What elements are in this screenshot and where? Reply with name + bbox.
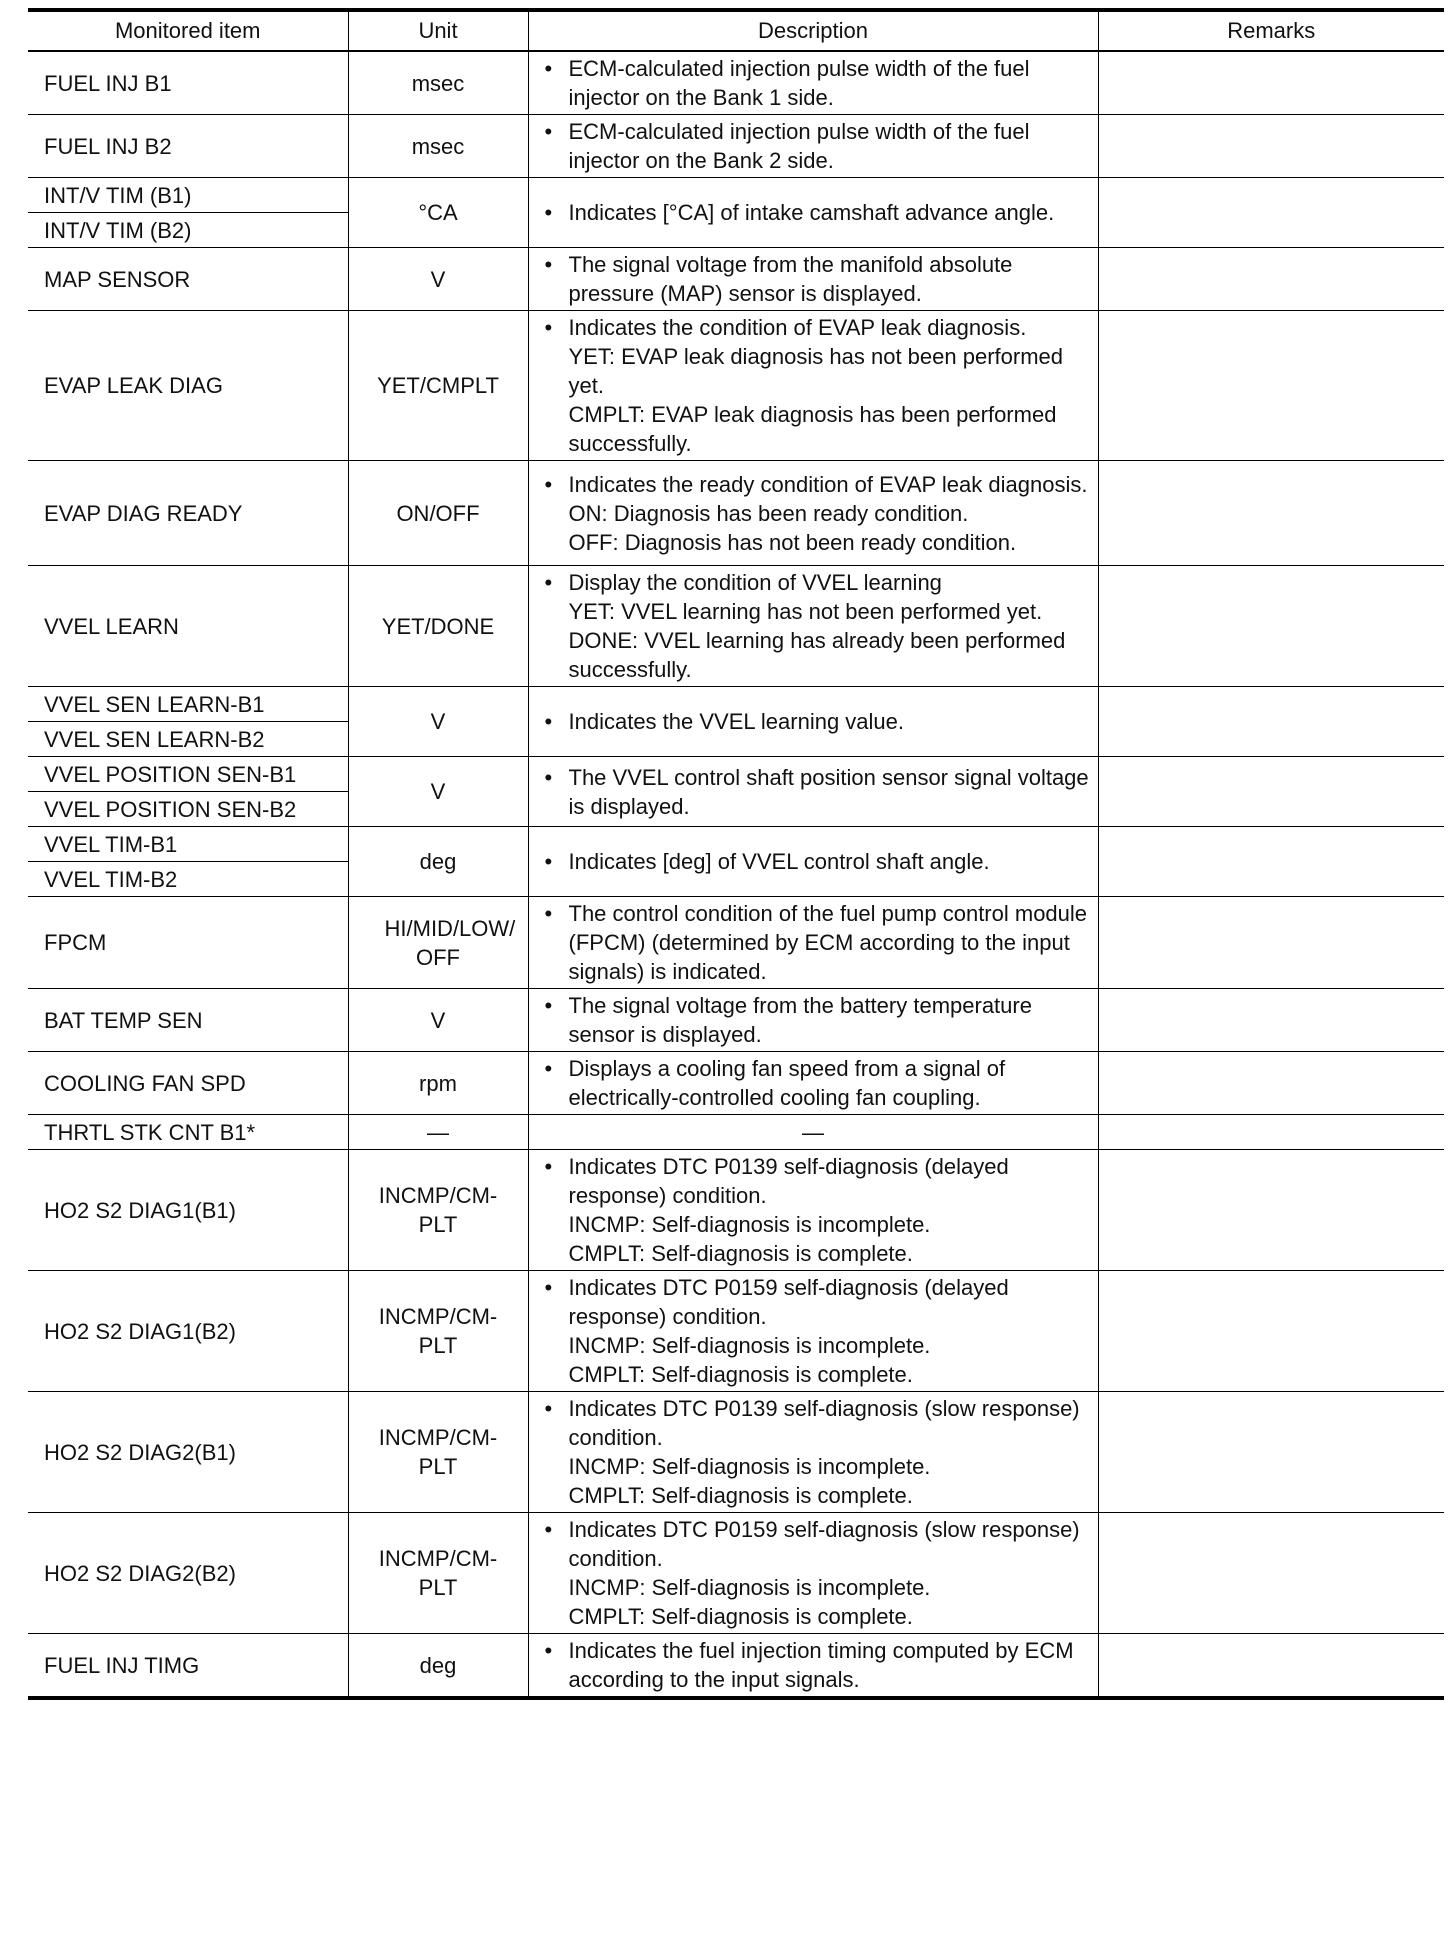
description-cell xyxy=(528,566,1098,687)
description-line: CMPLT: EVAP leak diagnosis has been performed successfully. xyxy=(568,402,1057,456)
remarks-cell xyxy=(1098,115,1444,178)
description-cell xyxy=(528,827,1098,897)
description-line: CMPLT: Self-diagnosis is complete. xyxy=(568,1362,913,1387)
description-cell xyxy=(528,757,1098,827)
description-cell xyxy=(528,1052,1098,1115)
description-line: INCMP: Self-diagnosis is incomplete. xyxy=(568,1454,931,1479)
unit-cell: V xyxy=(348,687,528,757)
item-cell: COOLING FAN SPD xyxy=(28,1052,348,1115)
description-cell xyxy=(528,1150,1098,1271)
description-bullet: • The signal voltage from the manifold absolute pressure (MAP) sensor is displayed. xyxy=(545,250,1090,308)
description-line: DONE: VVEL learning has already been performed successfully. xyxy=(568,628,1066,682)
remarks-cell xyxy=(1098,1150,1444,1271)
remarks-cell xyxy=(1098,1115,1444,1150)
unit-cell: V xyxy=(348,757,528,827)
item-cell: THRTL STK CNT B1* xyxy=(28,1115,348,1150)
header-monitored-item: Monitored item xyxy=(28,10,348,51)
table-row xyxy=(28,687,1444,722)
description-bullet: • The control condition of the fuel pump control module (FPCM) (determined by ECM according to the input signals) is indicated. xyxy=(545,899,1090,986)
description-cell xyxy=(528,1634,1098,1699)
remarks-cell xyxy=(1098,311,1444,461)
description-bullet: • Displays a cooling fan speed from a signal of electrically-controlled cooling fan coupling. xyxy=(545,1054,1090,1112)
remarks-cell xyxy=(1098,1513,1444,1634)
description-line: INCMP: Self-diagnosis is incomplete. xyxy=(568,1575,931,1600)
item-cell: HO2 S2 DIAG1(B1) xyxy=(28,1150,348,1271)
unit-cell: YET/CMPLT xyxy=(348,311,528,461)
item-cell: FUEL INJ TIMG xyxy=(28,1634,348,1699)
unit-cell: msec xyxy=(348,115,528,178)
item-cell: VVEL TIM-B2 xyxy=(28,862,348,897)
description-bullet: • ECM-calculated injection pulse width of the fuel injector on the Bank 2 side. xyxy=(545,117,1090,175)
description-bullet: • Indicates DTC P0159 self-diagnosis (delayed response) condition. xyxy=(545,1273,1090,1331)
remarks-cell xyxy=(1098,1392,1444,1513)
description-bullet: • Indicates DTC P0139 self-diagnosis (delayed response) condition. xyxy=(545,1152,1090,1210)
remarks-cell xyxy=(1098,757,1444,827)
remarks-cell xyxy=(1098,1052,1444,1115)
unit-cell: V xyxy=(348,989,528,1052)
remarks-cell xyxy=(1098,566,1444,687)
table-row xyxy=(28,1513,1444,1634)
remarks-cell xyxy=(1098,989,1444,1052)
description-line: CMPLT: Self-diagnosis is complete. xyxy=(568,1604,913,1629)
description-bullet: • ECM-calculated injection pulse width of the fuel injector on the Bank 1 side. xyxy=(545,54,1090,112)
description-bullet: • Indicates DTC P0139 self-diagnosis (slow response) condition. xyxy=(545,1394,1090,1452)
unit-cell: rpm xyxy=(348,1052,528,1115)
unit-cell: HI/MID/LOW/ OFF xyxy=(348,897,528,989)
description-bullet: • Indicates the VVEL learning value. xyxy=(545,707,1090,736)
description-cell: — xyxy=(528,1115,1098,1150)
description-line: CMPLT: Self-diagnosis is complete. xyxy=(568,1241,913,1266)
remarks-cell xyxy=(1098,1634,1444,1699)
table-row xyxy=(28,115,1444,178)
description-line: ON: Diagnosis has been ready condition. xyxy=(568,500,969,526)
unit-cell: msec xyxy=(348,51,528,115)
item-cell: FUEL INJ B2 xyxy=(28,115,348,178)
table-row xyxy=(28,827,1444,862)
remarks-cell xyxy=(1098,51,1444,115)
description-bullet: • Indicates the condition of EVAP leak diagnosis. xyxy=(545,313,1090,342)
table-row xyxy=(28,897,1444,989)
item-cell: VVEL POSITION SEN-B1 xyxy=(28,757,348,792)
description-cell xyxy=(528,248,1098,311)
item-cell: FUEL INJ B1 xyxy=(28,51,348,115)
item-cell: FPCM xyxy=(28,897,348,989)
header-remarks: Remarks xyxy=(1098,10,1444,51)
table-row xyxy=(28,461,1444,566)
table-row xyxy=(28,566,1444,687)
description-cell xyxy=(528,115,1098,178)
unit-cell: deg xyxy=(348,827,528,897)
item-cell: BAT TEMP SEN xyxy=(28,989,348,1052)
table-row xyxy=(28,1115,1444,1150)
description-bullet: • Indicates DTC P0159 self-diagnosis (slow response) condition. xyxy=(545,1515,1090,1573)
description-bullet: • The signal voltage from the battery temperature sensor is displayed. xyxy=(545,991,1090,1049)
description-cell xyxy=(528,1392,1098,1513)
item-cell: MAP SENSOR xyxy=(28,248,348,311)
description-cell xyxy=(528,1513,1098,1634)
description-bullet: • Indicates [deg] of VVEL control shaft angle. xyxy=(545,847,1090,876)
unit-cell: INCMP/CM- PLT xyxy=(348,1271,528,1392)
remarks-cell xyxy=(1098,461,1444,566)
table-row xyxy=(28,178,1444,213)
description-line: YET: EVAP leak diagnosis has not been performed yet. xyxy=(568,344,1063,398)
description-cell xyxy=(528,897,1098,989)
description-cell xyxy=(528,1271,1098,1392)
table-row xyxy=(28,989,1444,1052)
unit-cell: deg xyxy=(348,1634,528,1699)
unit-cell: V xyxy=(348,248,528,311)
header-unit: Unit xyxy=(348,10,528,51)
item-cell: VVEL SEN LEARN-B2 xyxy=(28,722,348,757)
description-bullet: • Indicates the ready condition of EVAP leak diagnosis. xyxy=(545,470,1090,499)
table-row xyxy=(28,1150,1444,1271)
remarks-cell xyxy=(1098,178,1444,248)
item-cell: VVEL TIM-B1 xyxy=(28,827,348,862)
table-row xyxy=(28,1271,1444,1392)
item-cell: HO2 S2 DIAG1(B2) xyxy=(28,1271,348,1392)
remarks-cell xyxy=(1098,248,1444,311)
item-cell: VVEL SEN LEARN-B1 xyxy=(28,687,348,722)
description-bullet: • The VVEL control shaft position sensor signal voltage is displayed. xyxy=(545,763,1090,821)
table-row xyxy=(28,248,1444,311)
description-cell xyxy=(528,311,1098,461)
item-cell: HO2 S2 DIAG2(B1) xyxy=(28,1392,348,1513)
remarks-cell xyxy=(1098,897,1444,989)
description-cell xyxy=(528,51,1098,115)
table-header-row xyxy=(28,10,1444,51)
description-bullet: • Indicates [°CA] of intake camshaft advance angle. xyxy=(545,198,1090,227)
item-cell: INT/V TIM (B1) xyxy=(28,178,348,213)
item-cell: VVEL POSITION SEN-B2 xyxy=(28,792,348,827)
header-description: Description xyxy=(528,10,1098,51)
table-row xyxy=(28,51,1444,115)
description-line: YET: VVEL learning has not been performed yet. xyxy=(568,599,1043,624)
item-cell: EVAP LEAK DIAG xyxy=(28,311,348,461)
description-cell xyxy=(528,461,1098,566)
table-row xyxy=(28,311,1444,461)
table-row xyxy=(28,1052,1444,1115)
remarks-cell xyxy=(1098,1271,1444,1392)
unit-cell: INCMP/CM- PLT xyxy=(348,1150,528,1271)
item-cell: HO2 S2 DIAG2(B2) xyxy=(28,1513,348,1634)
item-cell: INT/V TIM (B2) xyxy=(28,213,348,248)
remarks-cell xyxy=(1098,827,1444,897)
unit-cell: — xyxy=(348,1115,528,1150)
item-cell: VVEL LEARN xyxy=(28,566,348,687)
unit-cell: INCMP/CM- PLT xyxy=(348,1513,528,1634)
description-line: CMPLT: Self-diagnosis is complete. xyxy=(568,1483,913,1508)
description-cell xyxy=(528,989,1098,1052)
table-row xyxy=(28,757,1444,792)
unit-cell: ON/OFF xyxy=(348,461,528,566)
item-cell: EVAP DIAG READY xyxy=(28,461,348,566)
remarks-cell xyxy=(1098,687,1444,757)
unit-cell: YET/DONE xyxy=(348,566,528,687)
description-line: INCMP: Self-diagnosis is incomplete. xyxy=(568,1333,931,1358)
description-line: INCMP: Self-diagnosis is incomplete. xyxy=(568,1212,931,1237)
description-cell xyxy=(528,178,1098,248)
table-row xyxy=(28,1634,1444,1699)
unit-cell: INCMP/CM- PLT xyxy=(348,1392,528,1513)
table-row xyxy=(28,1392,1444,1513)
description-bullet: • Indicates the fuel injection timing computed by ECM according to the input signals. xyxy=(545,1636,1090,1694)
description-line: OFF: Diagnosis has not been ready condition. xyxy=(568,529,1017,555)
monitored-items-table xyxy=(28,8,1444,1700)
description-cell xyxy=(528,687,1098,757)
description-bullet: • Display the condition of VVEL learning xyxy=(545,568,1090,597)
unit-cell: °CA xyxy=(348,178,528,248)
